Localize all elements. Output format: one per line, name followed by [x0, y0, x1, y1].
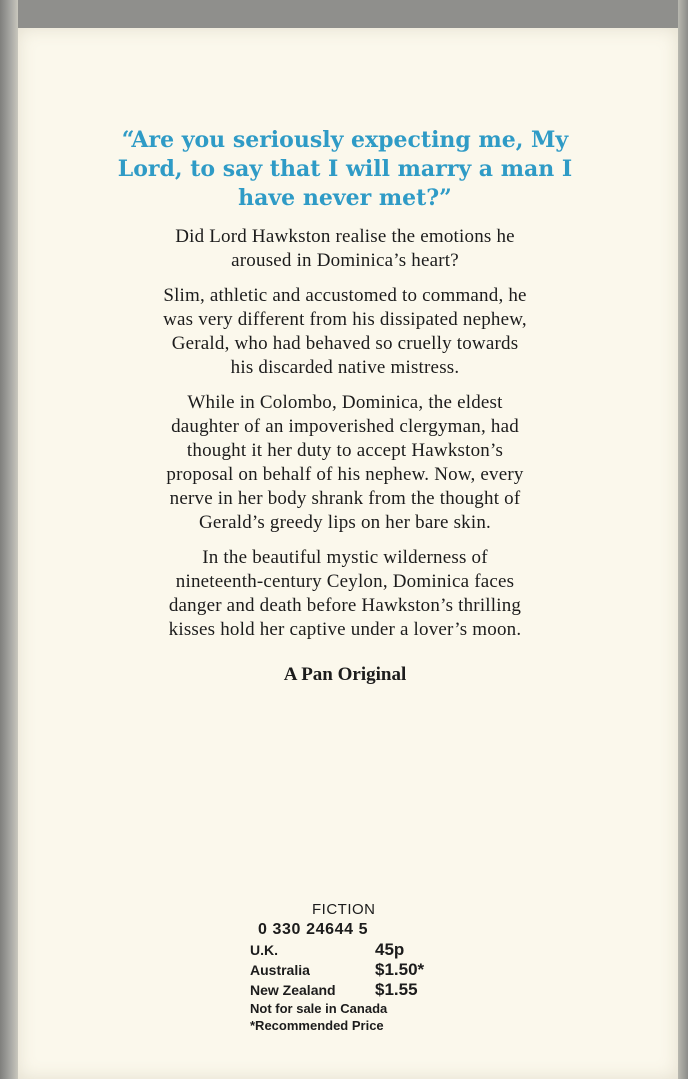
paragraph-line: daughter of an impoverished clergyman, had [171, 416, 519, 437]
region-label: New Zealand [250, 982, 336, 998]
price-row-australia [250, 960, 450, 980]
quote-line: “Are you seriously expecting me, My [121, 127, 569, 153]
region-label: Australia [250, 962, 310, 978]
paragraph-1 [70, 225, 620, 273]
price-row-new-zealand [250, 980, 450, 1000]
price-value: 45p [375, 940, 405, 959]
paragraph-line: While in Colombo, Dominica, the eldest [187, 392, 503, 413]
sale-restriction-note: Not for sale in Canada [250, 1001, 388, 1016]
paragraph-line: his discarded native mistress. [230, 357, 460, 378]
paragraph-line: Gerald’s greedy lips on her bare skin. [199, 512, 491, 533]
paragraph-line: thought it her duty to accept Hawkston’s [186, 440, 504, 461]
imprint: A Pan Original [283, 664, 407, 685]
paragraph-line: danger and death before Hawkston’s thrilling [168, 595, 522, 616]
paragraph-line: aroused in Dominica’s heart? [231, 250, 459, 271]
price-row-uk [250, 940, 450, 960]
paragraph-3 [70, 391, 620, 535]
paragraph-4 [70, 546, 620, 642]
book-spine-edge [0, 0, 18, 1079]
isbn: 0 330 24644 5 [258, 921, 369, 938]
category-label: FICTION [312, 901, 376, 918]
book-right-edge [678, 0, 688, 1079]
paragraph-line: Slim, athletic and accustomed to command, he [163, 285, 527, 306]
region-label: U.K. [250, 942, 278, 958]
paragraph-line: Gerald, who had behaved so cruelly towards [171, 333, 519, 354]
paragraph-line: nineteenth-century Ceylon, Dominica faces [175, 571, 515, 592]
paragraph-line: proposal on behalf of his nephew. Now, every [166, 464, 524, 485]
pull-quote [70, 126, 620, 213]
quote-line: have never met?” [238, 185, 452, 211]
paragraph-line: In the beautiful mystic wilderness of [202, 547, 488, 568]
price-box [250, 900, 450, 1034]
paragraph-line: was very different from his dissipated nephew, [163, 309, 527, 330]
recommended-price-note: *Recommended Price [250, 1018, 384, 1033]
price-value: $1.55 [375, 980, 418, 999]
paragraph-line: nerve in her body shrank from the thought of [169, 488, 521, 509]
blurb [70, 126, 620, 686]
paragraph-2 [70, 284, 620, 380]
price-value: $1.50* [375, 960, 425, 979]
paragraph-line: kisses hold her captive under a lover’s moon. [168, 619, 522, 640]
paragraph-line: Did Lord Hawkston realise the emotions he [175, 226, 515, 247]
quote-line: Lord, to say that I will marry a man I [117, 156, 573, 182]
